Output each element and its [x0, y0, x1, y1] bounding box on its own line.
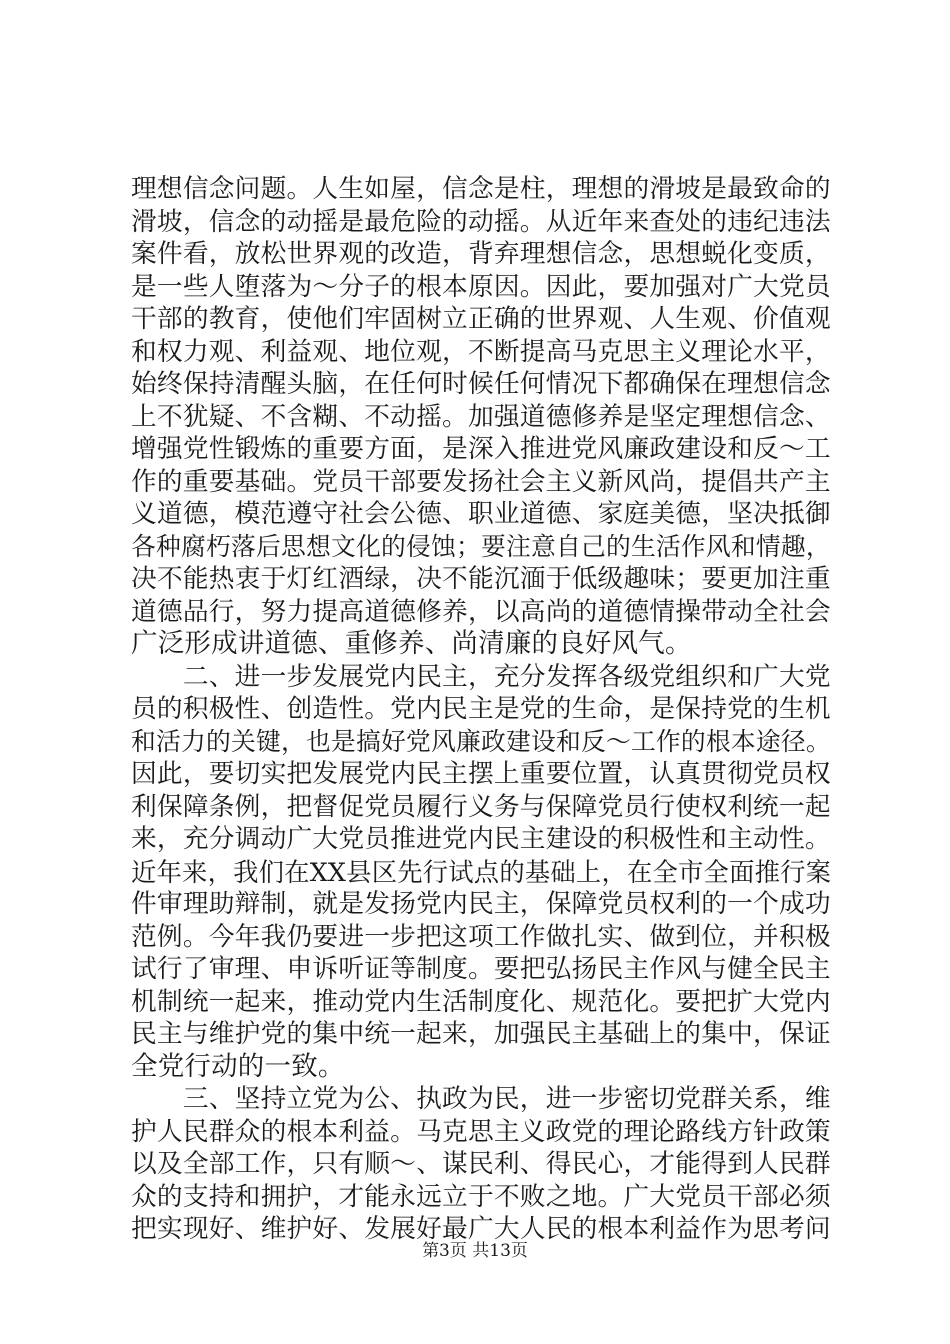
- text-line: 干部的教育，使他们牢固树立正确的世界观、人生观、价值观: [131, 304, 831, 334]
- text-line: 道德品行，努力提高道德修养，以高尚的道德情操带动全社会: [131, 596, 831, 627]
- page-footer: 第3页 共13页: [422, 1241, 528, 1261]
- text-line: 试行了审理、申诉听证等制度。要把弘扬民主作风与健全民主: [131, 954, 831, 984]
- text-line: 上不犹疑、不含糊、不动摇。加强道德修养是坚定理想信念、: [131, 401, 831, 432]
- text-line: 和活力的关键，也是搞好党风廉政建设和反～工作的根本途径。: [131, 726, 831, 756]
- text-line: 众的支持和拥护，才能永远立于不败之地。广大党员干部必须: [131, 1181, 831, 1212]
- text-line: 范例。今年我仍要进一步把这项工作做扎实、做到位，并积极: [131, 921, 831, 952]
- text-line: 员的积极性、创造性。党内民主是党的生命，是保持党的生机: [131, 694, 831, 724]
- text-line: 二、进一步发展党内民主，充分发挥各级党组织和广大党: [131, 661, 831, 692]
- text-line: 理想信念问题。人生如屋，信念是柱，理想的滑坡是最致命的: [131, 174, 831, 204]
- text-line: 把实现好、维护好、发展好最广大人民的根本利益作为思考问: [131, 1214, 831, 1244]
- text-line: 和权力观、利益观、地位观，不断提高马克思主义理论水平，: [131, 336, 831, 367]
- text-line: 始终保持清醒头脑，在任何时候任何情况下都确保在理想信念: [131, 369, 831, 399]
- text-line: 因此，要切实把发展党内民主摆上重要位置，认真贯彻党员权: [131, 759, 831, 789]
- text-line: 是一些人堕落为～分子的根本原因。因此，要加强对广大党员: [131, 271, 831, 302]
- text-line: 三、坚持立党为公、执政为民，进一步密切党群关系，维: [131, 1084, 831, 1114]
- text-line: 件审理助辩制，就是发扬党内民主，保障党员权利的一个成功: [131, 889, 831, 919]
- document-body: [131, 173, 831, 1246]
- text-line: 广泛形成讲道德、重修养、尚清廉的良好风气。: [131, 628, 692, 659]
- text-line: 利保障条例，把督促党员履行义务与保障党员行使权利统一起: [131, 791, 831, 822]
- text-line: 各种腐朽落后思想文化的侵蚀；要注意自己的生活作风和情趣，: [131, 531, 831, 561]
- text-line: 护人民群众的根本利益。马克思主义政党的理论路线方针政策: [131, 1116, 831, 1147]
- text-line: 决不能热衷于灯红酒绿，决不能沉湎于低级趣味；要更加注重: [131, 564, 831, 594]
- text-line: 以及全部工作，只有顺～、谋民利、得民心，才能得到人民群: [131, 1149, 831, 1179]
- text-line: 机制统一起来，推动党内生活制度化、规范化。要把扩大党内: [131, 986, 831, 1017]
- text-line: 民主与维护党的集中统一起来，加强民主基础上的集中，保证: [131, 1019, 831, 1049]
- text-line: 来，充分调动广大党员推进党内民主建设的积极性和主动性。: [131, 824, 831, 854]
- text-line: 近年来，我们在XX县区先行试点的基础上，在全市全面推行案: [131, 856, 832, 887]
- text-line: 全党行动的一致。: [131, 1050, 345, 1082]
- text-line: 作的重要基础。党员干部要发扬社会主义新风尚，提倡共产主: [131, 466, 831, 497]
- text-line: 增强党性锻炼的重要方面，是深入推进党风廉政建设和反～工: [131, 434, 831, 464]
- text-line: 义道德，模范遵守社会公德、职业道德、家庭美德，坚决抵御: [131, 499, 831, 529]
- text-line: 滑坡，信念的动摇是最危险的动摇。从近年来查处的违纪违法: [131, 206, 831, 237]
- text-line: 案件看，放松世界观的改造，背弃理想信念，思想蜕化变质，: [131, 239, 831, 269]
